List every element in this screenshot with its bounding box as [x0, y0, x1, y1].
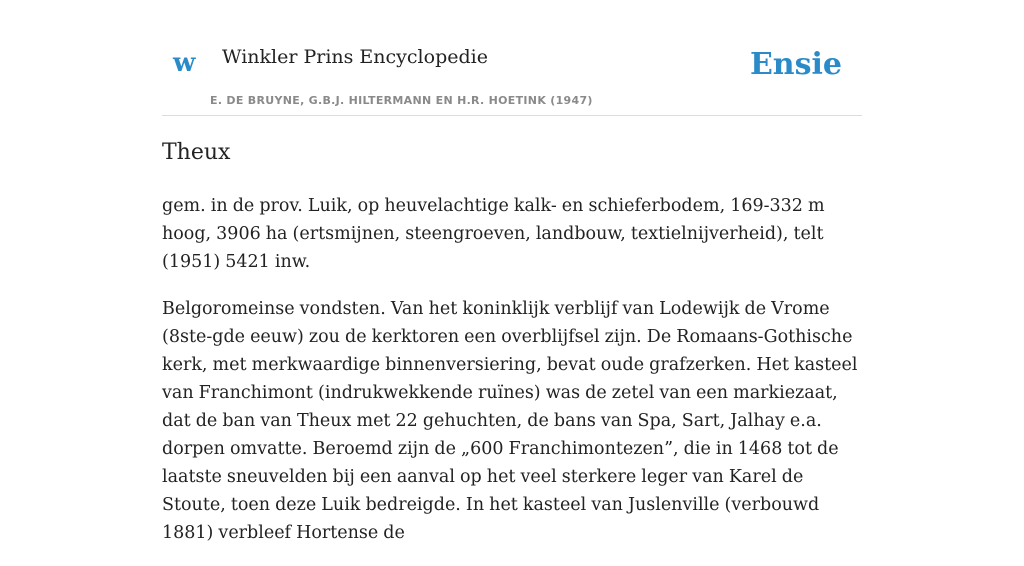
entry-paragraph: gem. in de prov. Luik, op heuvelachtige kalk- en schieferbodem, 169-332 m hoog, 3906 ha (ertsmijnen, steengroeven, landbouw, textielnijverheid), telt (1951) 5421 inw. — [162, 196, 825, 272]
site-header — [162, 0, 862, 116]
source-title-link[interactable]: Winkler Prins Encyclopedie — [222, 46, 488, 68]
entry-body — [162, 192, 862, 566]
entry-paragraph: Belgoromeinse vondsten. Van het koninklijk verblijf van Lodewijk de Vrome (8ste-gde eeuw) zou de kerktoren een overblijfsel zijn. De Romaans-Gothische kerk, met merkwaardige binnenversiering, bevat oude grafzerken. Het kasteel van Franchimont (indrukwekkende ruïnes) was de zetel van een markiezaat, dat de ban van Theux met 22 gehuchten, de bans van Spa, Sart, Jalhay e.a. dorpen omvatte. Beroemd zijn de „600 Franchimontezen”, die in 1468 tot de laatste sneuvelden bij een aanval op het veel sterkere leger van Karel de Stoute, toen deze Luik bedreigde. In het kasteel van Juslenville (verbouwd 1881) verbleef Hortense de — [162, 299, 858, 543]
page-container — [162, 0, 862, 543]
source-authors: E. DE BRUYNE, G.B.J. HILTERMANN EN H.R. HOETINK (1947) — [210, 94, 593, 107]
winkler-prins-logo[interactable]: w — [173, 48, 196, 78]
entry-title: Theux — [162, 140, 231, 165]
ensie-logo-link[interactable]: Ensie — [749, 47, 842, 82]
